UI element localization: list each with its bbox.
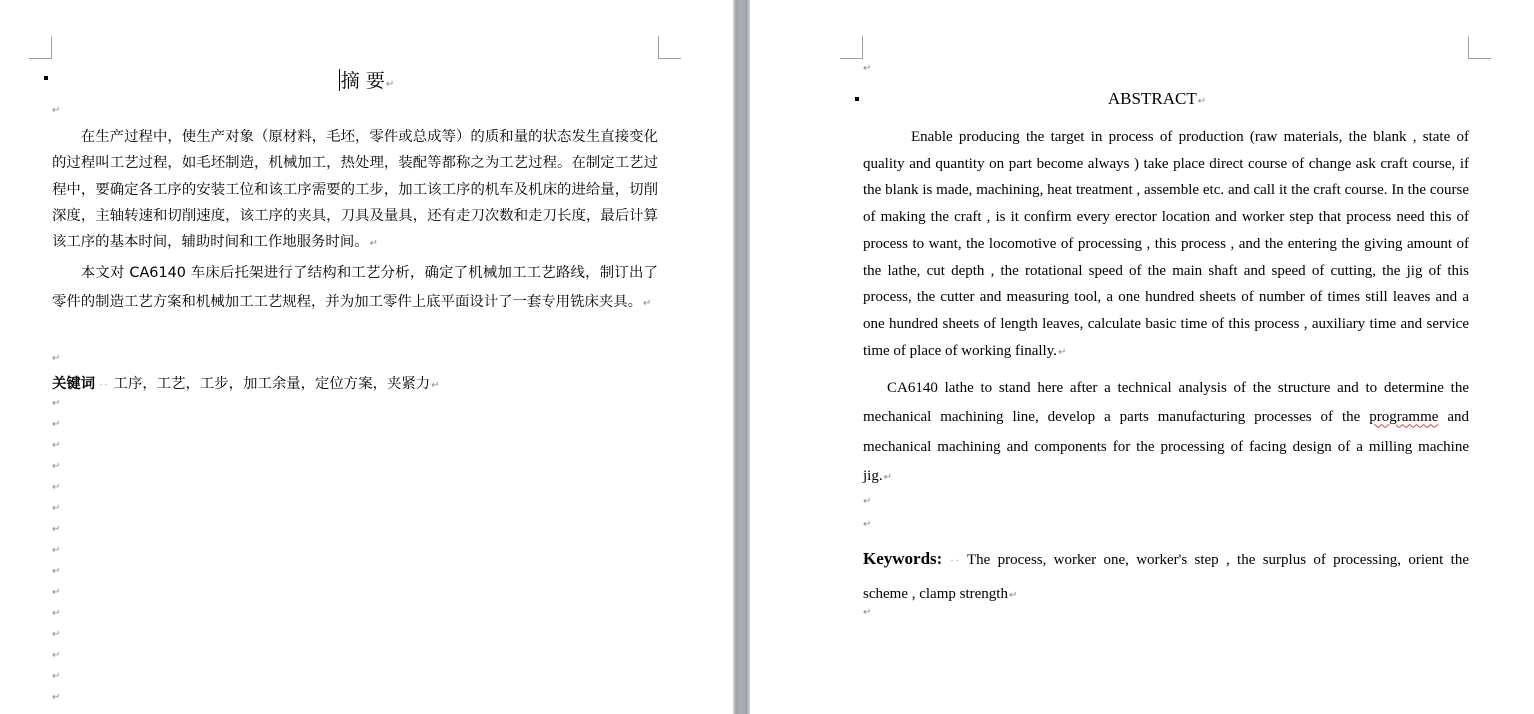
empty-paragraph-mark: ↵ bbox=[52, 419, 61, 430]
chinese-abstract-title[interactable] bbox=[0, 66, 733, 93]
page-separator bbox=[733, 0, 750, 714]
english-abstract-paragraph-2[interactable] bbox=[863, 374, 1469, 492]
empty-paragraph-mark: ↵ bbox=[52, 692, 61, 703]
page-english-abstract[interactable] bbox=[750, 0, 1534, 714]
chinese-abstract-title-text: 摘 要 bbox=[340, 70, 385, 92]
english-abstract-paragraph-2-text-end: and mechanical machining and components for the processing of facing design of a milling machine jig. bbox=[863, 409, 1469, 484]
chinese-keywords-text: 工序，工艺，工步，加工余量，定位方案，夹紧力 bbox=[113, 376, 431, 392]
paragraph-mark: ↵ bbox=[385, 79, 395, 90]
page-corner-mark-top-right bbox=[658, 36, 681, 59]
paragraph-mark: ↵ bbox=[52, 353, 61, 364]
empty-paragraph-mark: ↵ bbox=[52, 650, 61, 661]
empty-paragraph-mark: ↵ bbox=[863, 519, 872, 530]
empty-paragraph-mark: ↵ bbox=[52, 524, 61, 535]
chinese-abstract-paragraph-1-text: 在生产过程中，使生产对象（原材料，毛坯，零件或总成等）的质和量的状态发生直接变化的过程叫工艺过程，如毛坯制造，机械加工，热处理，装配等都称之为工艺过程。在制定工艺过程中，要确定各工序的安装工位和该工序需要的工步，加工该工序的机车及机床的进给量，切削深度，主轴转速和切削速度，该工序的夹具，刀具及量具，还有走刀次数和走刀长度，最后计算该工序的基本时间，辅助时间和工作地服务时间。 bbox=[52, 129, 658, 251]
paragraph-mark: ↵ bbox=[863, 63, 872, 74]
chinese-abstract-paragraph-1[interactable] bbox=[52, 124, 658, 257]
chinese-keywords-line[interactable] bbox=[52, 372, 440, 393]
english-abstract-title-text: ABSTRACT bbox=[1107, 89, 1197, 108]
space-marks: ·· bbox=[950, 556, 961, 567]
page-chinese-abstract[interactable] bbox=[0, 0, 733, 714]
empty-paragraph-mark: ↵ bbox=[52, 587, 61, 598]
empty-paragraph-mark: ↵ bbox=[863, 607, 872, 618]
space-marks: ·· bbox=[99, 380, 110, 391]
empty-paragraph-mark: ↵ bbox=[52, 629, 61, 640]
paragraph-mark: ↵ bbox=[369, 238, 378, 250]
empty-paragraph-mark: ↵ bbox=[52, 482, 61, 493]
text-cursor bbox=[339, 69, 340, 91]
english-keywords-label: Keywords: bbox=[863, 549, 943, 568]
english-abstract-paragraph-1[interactable] bbox=[863, 124, 1469, 366]
english-keywords-text: The process, worker one, worker's step , the surplus of processing, orient the scheme , clamp strength bbox=[863, 552, 1469, 602]
empty-paragraph-mark: ↵ bbox=[52, 398, 61, 409]
chinese-keywords-label: 关键词 bbox=[52, 376, 96, 392]
empty-paragraph-mark: ↵ bbox=[52, 440, 61, 451]
empty-paragraph-mark: ↵ bbox=[52, 503, 61, 514]
empty-paragraph-mark: ↵ bbox=[52, 545, 61, 556]
spelling-flagged-word[interactable]: programme bbox=[1369, 409, 1439, 426]
paragraph-mark: ↵ bbox=[643, 298, 652, 310]
paragraph-mark: ↵ bbox=[883, 471, 892, 483]
empty-paragraph-mark: ↵ bbox=[52, 461, 61, 472]
chinese-abstract-paragraph-2-text: 本文对 CA6140 车床后托架进行了结构和工艺分析，确定了机械加工工艺路线，制订出了零件的制造工艺方案和机械加工工艺规程，并为加工零件上底平面设计了一套专用铣床夹具。 bbox=[52, 265, 658, 311]
paragraph-mark: ↵ bbox=[1057, 346, 1067, 358]
english-abstract-paragraph-1-text: Enable producing the target in process of production (raw materials, the blank , state of quality and quantity on part become always ) take place direct course of change ask craft course, if the blank is made, machining, heat treatment , assemble etc. and call it the craft course. In the course of making the craft , is it confirm every erector location and worker step that process need this of process to want, the locomotive of processing , this process , and the entering the giving amount of the lathe, cut depth , the rotational speed of the main shaft and speed of cutting, the jig of this process, the cutter and measuring tool, a one hundred sheets of number of times still leaves and a one hundred sheets of length leaves, calculate basic time of this process , auxiliary time and service time of place of working finally. bbox=[863, 129, 1469, 359]
empty-paragraph-mark: ↵ bbox=[52, 608, 61, 619]
empty-paragraph-mark: ↵ bbox=[52, 566, 61, 577]
english-keywords-line[interactable] bbox=[863, 542, 1469, 612]
page-corner-mark-top-left bbox=[840, 36, 863, 59]
page-corner-mark-top-right bbox=[1468, 36, 1491, 59]
english-abstract-title[interactable] bbox=[750, 89, 1534, 109]
empty-paragraph-mark: ↵ bbox=[863, 496, 872, 507]
empty-paragraph-mark: ↵ bbox=[52, 671, 61, 682]
page-corner-mark-top-left bbox=[29, 36, 52, 59]
paragraph-mark: ↵ bbox=[52, 105, 61, 116]
chinese-abstract-paragraph-2[interactable] bbox=[52, 259, 658, 319]
english-abstract-paragraph-2-text: CA6140 lathe to stand here after a technical analysis of the structure and to determine the mechanical machining line, develop a parts manufacturing processes of the bbox=[863, 380, 1469, 426]
paragraph-mark: ↵ bbox=[1197, 96, 1207, 107]
paragraph-mark: ↵ bbox=[431, 380, 440, 391]
paragraph-mark: ↵ bbox=[1008, 590, 1018, 601]
